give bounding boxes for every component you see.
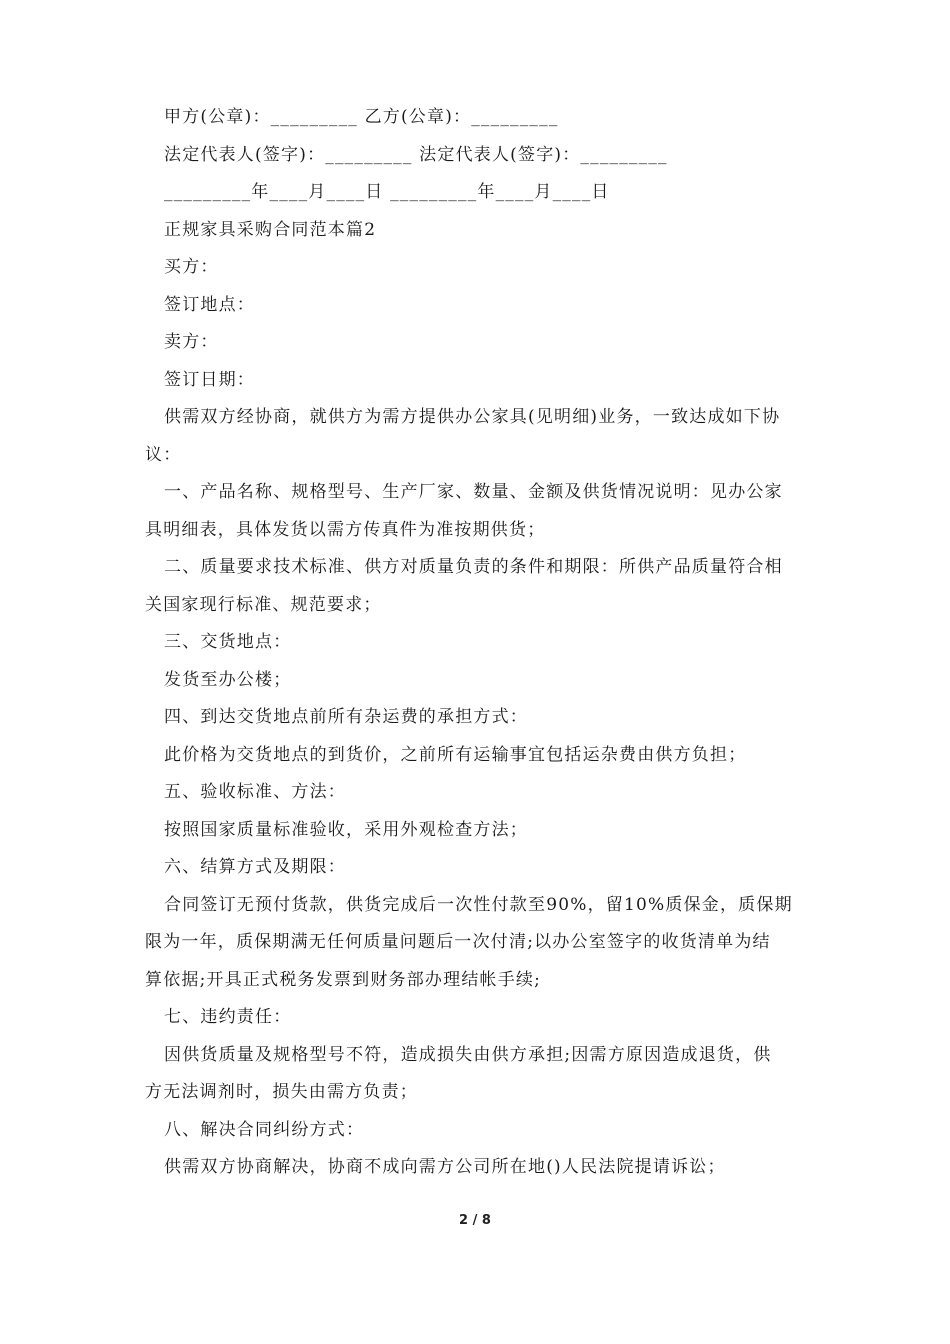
text-line: 算依据;开具正式税务发票到财务部办理结帐手续; — [145, 969, 542, 990]
text-line: 一、产品名称、规格型号、生产厂家、数量、金额及供货情况说明：见办公家 — [164, 482, 783, 502]
text-line: 买方： — [164, 257, 219, 277]
text-line: 关国家现行标准、规范要求； — [145, 594, 382, 615]
text-line: 甲方(公章)：_________ 乙方(公章)：_________ — [164, 107, 559, 127]
text-line: 方无法调剂时，损失由需方负责； — [145, 1082, 418, 1102]
text-line: 按照国家质量标准验收，采用外观检查方法； — [164, 819, 528, 840]
text-line: 四、到达交货地点前所有杂运费的承担方式： — [164, 707, 528, 727]
text-line: 二、质量要求技术标准、供方对质量负责的条件和期限：所供产品质量符合相 — [164, 557, 783, 577]
text-line: 供需双方协商解决，协商不成向需方公司所在地()人民法院提请诉讼； — [164, 1157, 726, 1177]
text-line: 发货至办公楼； — [164, 669, 292, 690]
text-line: 议： — [145, 444, 182, 465]
text-line: 签订日期： — [164, 369, 255, 390]
text-line: 此价格为交货地点的到货价，之前所有运输事宜包括运杂费由供方负担； — [164, 744, 747, 765]
text-line: 法定代表人(签字)：_________ 法定代表人(签字)：_________ — [164, 144, 668, 165]
text-line: 卖方： — [164, 332, 219, 352]
text-line: 三、交货地点： — [164, 632, 292, 652]
text-line: 合同签订无预付货款，供货完成后一次性付款至90%，留10%质保金，质保期 — [164, 894, 793, 915]
text-line: 八、解决合同纠纷方式： — [164, 1119, 365, 1140]
text-line: 因供货质量及规格型号不符，造成损失由供方承担;因需方原因造成退货，供 — [164, 1044, 772, 1065]
text-line: 签订地点： — [164, 294, 255, 315]
text-line: 六、结算方式及期限： — [164, 857, 346, 877]
document-body — [145, 99, 825, 1187]
text-line: 限为一年，质保期满无任何质量问题后一次付清;以办公室签字的收货清单为结 — [145, 932, 771, 952]
text-line: 供需双方经协商，就供方为需方提供办公家具(见明细)业务，一致达成如下协 — [164, 407, 781, 427]
text-line: 五、验收标准、方法： — [164, 782, 346, 802]
text-line: 正规家具采购合同范本篇2 — [164, 219, 377, 240]
text-line: 七、违约责任： — [164, 1007, 292, 1027]
text-line: 具明细表，具体发货以需方传真件为准按期供货； — [145, 519, 546, 540]
text-line: _________年____月____日 _________年____月____日 — [164, 182, 610, 202]
page-number: 2 / 8 — [459, 1213, 491, 1228]
